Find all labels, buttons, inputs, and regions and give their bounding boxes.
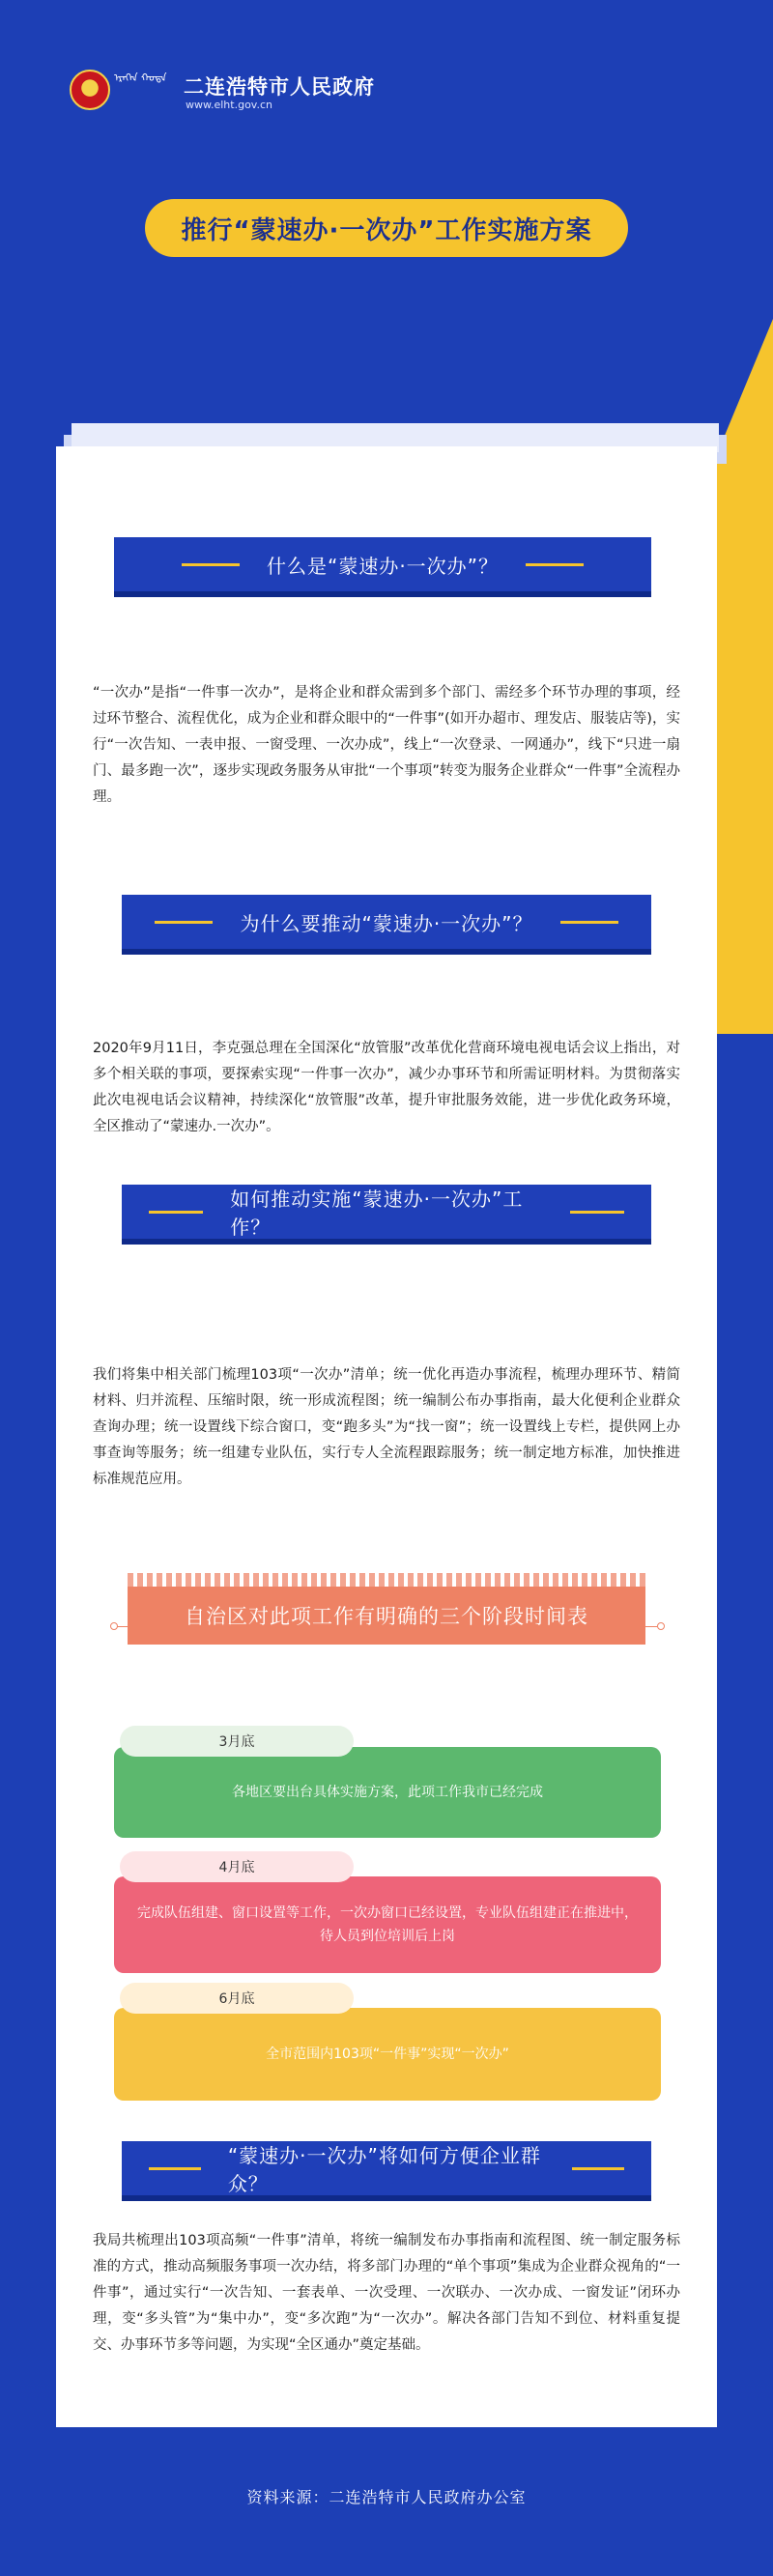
- divider: [645, 1626, 657, 1627]
- section-heading: [122, 1185, 651, 1239]
- heading-dash: [149, 1211, 203, 1214]
- section-body: 我局共梳理出103项高频“一件事”清单，将统一编制发布办事指南和流程图、统一制定服务标准的方式，推动高频服务事项一次办结，将多部门办理的“单个事项”集成为企业群众视角的“一件事”，通过实行“一次告知、一套表单、一次受理、一次联办、一次办成、一窗发证”闭环办理，变“多头管”为“集中办”，变“多次跑”为“一次办”。解决各部门告知不到位、材料重复提交、办事环节多等问题，为实现“全区通办”奠定基础。: [93, 2233, 680, 2353]
- site-url[interactable]: www.elht.gov.cn: [186, 99, 272, 111]
- heading-dash: [560, 921, 618, 924]
- timeline-stage-text: 各地区要出台具体实施方案，此项工作我市已经完成: [232, 1785, 543, 1800]
- decor-yellow-bar: [717, 454, 773, 1034]
- timeline-stage-label: [120, 1851, 354, 1882]
- heading-dash: [526, 563, 584, 566]
- site-name[interactable]: 二连浩特市人民政府: [184, 75, 375, 99]
- timeline-stage-text: 完成队伍组建、窗口设置等工作，一次办窗口已经设置，专业队伍组建正在推进中，待人员到位培训后上岗: [137, 1905, 638, 1944]
- section-heading: [122, 895, 651, 949]
- decor-dot: [110, 1622, 118, 1630]
- section-heading-text: 如何推动实施“蒙速办·一次办”工作？: [230, 1188, 524, 1239]
- section-heading: [122, 2141, 651, 2195]
- timeline-stage-label: [120, 1726, 354, 1757]
- decor-fringe: [128, 1573, 645, 1587]
- section-heading: [114, 537, 651, 591]
- timeline-stage-card: [114, 2008, 661, 2101]
- section-body: 我们将集中相关部门梳理103项“一次办”清单；统一优化再造办事流程，梳理办理环节、精简材料、归并流程、压缩时限，统一形成流程图；统一编制公布办事指南，最大化便利企业群众查询办理；统一设置线下综合窗口，变“跑多头”为“找一窗”；统一设置线上专栏，提供网上办事查询等服务；统一组建专业队伍，实行专人全流程跟踪服务；统一制定地方标准，加快推进标准规范应用。: [93, 1367, 680, 1487]
- national-emblem-icon: [70, 70, 110, 110]
- section-body: 2020年9月11日，李克强总理在全国深化“放管服”改革优化营商环境电视电话会议上指出，对多个相关联的事项，要探索实现“一件事一次办”，减少办事环节和所需证明材料。为贯彻落实此次电视电话会议精神，持续深化“放管服”改革，提升审批服务效能，进一步优化政务环境，全区推动了“蒙速办.一次办”。: [93, 1041, 680, 1134]
- section-heading-text: 什么是“蒙速办·一次办”？: [266, 554, 500, 578]
- heading-dash: [149, 2167, 201, 2170]
- timeline-stage-card: [114, 1747, 661, 1838]
- decor-yellow-triangle: [717, 319, 773, 454]
- page-title: 推行“蒙速办·一次办”工作实施方案: [145, 199, 628, 257]
- stage-label-text: 3月底: [218, 1734, 255, 1750]
- timeline-stage-text: 全市范围内103项“一件事”实现“一次办”: [266, 2046, 509, 2062]
- heading-dash: [570, 1211, 624, 1214]
- stage-label-text: 4月底: [218, 1860, 255, 1875]
- heading-dash: [155, 921, 213, 924]
- heading-dash: [572, 2167, 624, 2170]
- timeline-stage-label: [120, 1983, 354, 2014]
- decor-dot: [657, 1622, 665, 1630]
- stage-label-text: 6月底: [218, 1991, 255, 2007]
- section-heading-text: 为什么要推动“蒙速办·一次办”？: [240, 911, 533, 935]
- source-footer: 资料来源：二连浩特市人民政府办公室: [246, 2487, 527, 2506]
- timeline-heading: 自治区对此项工作有明确的三个阶段时间表: [128, 1587, 645, 1645]
- mongolian-script: ᠡᠷᠡᠭᠡᠨ ᠬᠣᠲᠠ: [114, 72, 167, 84]
- timeline-stage-card: [114, 1876, 661, 1973]
- section-heading-text: “蒙速办·一次办”将如何方便企业群众？: [227, 2144, 541, 2195]
- section-body: “一次办”是指“一件事一次办”，是将企业和群众需到多个部门、需经多个环节办理的事项，经过环节整合、流程优化，成为企业和群众眼中的“一件事”(如开办超市、理发店、服装店等)，实行“一次告知、一表申报、一窗受理、一次办成”，线上“一次登录、一网通办”，线下“只进一扇门、最多跑一次”，逐步实现政务服务从审批“一个事项”转变为服务企业群众“一件事”全流程办理。: [93, 685, 680, 805]
- header: [0, 0, 773, 145]
- heading-dash: [182, 563, 240, 566]
